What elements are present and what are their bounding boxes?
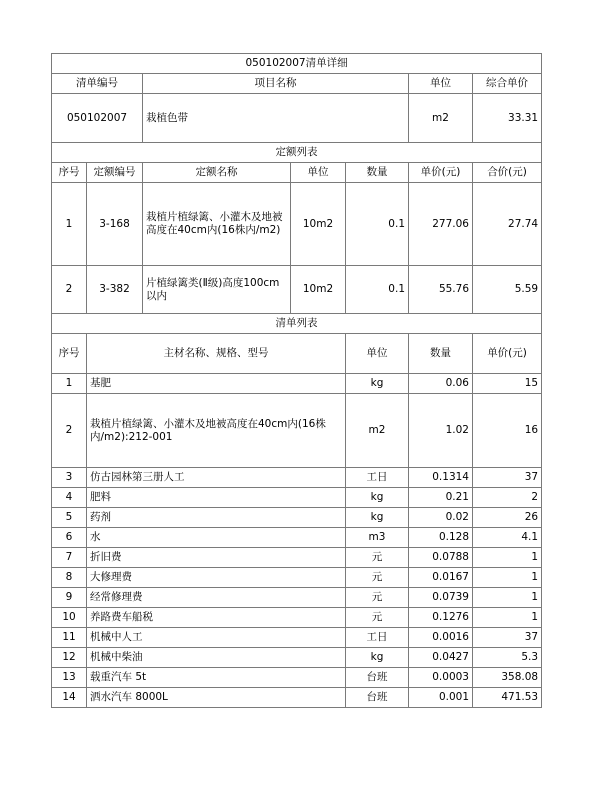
material-name: 肥料 [87, 488, 346, 508]
quota-qty: 0.1 [346, 266, 409, 314]
material-name: 洒水汽车 8000L [87, 688, 346, 708]
material-price: 471.53 [473, 688, 542, 708]
material-name: 仿古园林第三册人工 [87, 468, 346, 488]
quota-row [52, 183, 542, 266]
quota-no: 2 [52, 266, 87, 314]
material-price: 1 [473, 568, 542, 588]
material-qty: 0.06 [409, 374, 473, 394]
material-price: 1 [473, 548, 542, 568]
material-price: 15 [473, 374, 542, 394]
material-no: 11 [52, 628, 87, 648]
material-no: 2 [52, 394, 87, 468]
material-price: 1 [473, 588, 542, 608]
material-row [52, 568, 542, 588]
material-unit: 工日 [346, 628, 409, 648]
material-row [52, 548, 542, 568]
quota-section-title: 定额列表 [52, 143, 542, 163]
material-qty: 0.21 [409, 488, 473, 508]
bill-detail-table [51, 53, 542, 708]
material-price: 4.1 [473, 528, 542, 548]
quota-code: 3-382 [87, 266, 143, 314]
material-no: 10 [52, 608, 87, 628]
material-row [52, 468, 542, 488]
quota-col-unit: 单位 [291, 163, 346, 183]
quota-total: 27.74 [473, 183, 542, 266]
quota-col-name: 定额名称 [143, 163, 291, 183]
materials-col-no: 序号 [52, 334, 87, 374]
material-qty: 0.02 [409, 508, 473, 528]
quota-total: 5.59 [473, 266, 542, 314]
material-price: 5.3 [473, 648, 542, 668]
material-unit: 台班 [346, 668, 409, 688]
quota-col-total: 合价(元) [473, 163, 542, 183]
material-row [52, 688, 542, 708]
quota-col-no: 序号 [52, 163, 87, 183]
quota-price: 277.06 [409, 183, 473, 266]
quota-row [52, 266, 542, 314]
material-row [52, 628, 542, 648]
material-no: 13 [52, 668, 87, 688]
material-no: 3 [52, 468, 87, 488]
material-unit: 工日 [346, 468, 409, 488]
material-name: 养路费车船税 [87, 608, 346, 628]
material-unit: 元 [346, 568, 409, 588]
quota-col-code: 定额编号 [87, 163, 143, 183]
quota-name: 片植绿篱类(Ⅱ级)高度100cm以内 [143, 266, 291, 314]
material-no: 8 [52, 568, 87, 588]
material-row [52, 668, 542, 688]
quota-code: 3-168 [87, 183, 143, 266]
code-header: 清单编号 [52, 74, 143, 94]
material-qty: 1.02 [409, 394, 473, 468]
material-unit: 元 [346, 588, 409, 608]
item-name: 栽植色带 [143, 94, 409, 143]
material-name: 载重汽车 5t [87, 668, 346, 688]
name-header: 项目名称 [143, 74, 409, 94]
material-qty: 0.0003 [409, 668, 473, 688]
material-price: 1 [473, 608, 542, 628]
material-price: 37 [473, 628, 542, 648]
material-row [52, 374, 542, 394]
material-row [52, 528, 542, 548]
material-row [52, 488, 542, 508]
material-name: 水 [87, 528, 346, 548]
material-qty: 0.1314 [409, 468, 473, 488]
material-row [52, 588, 542, 608]
material-name: 药剂 [87, 508, 346, 528]
material-price: 358.08 [473, 668, 542, 688]
material-price: 37 [473, 468, 542, 488]
material-row [52, 394, 542, 468]
material-unit: 元 [346, 548, 409, 568]
material-unit: kg [346, 488, 409, 508]
material-unit: m3 [346, 528, 409, 548]
material-qty: 0.128 [409, 528, 473, 548]
material-unit: kg [346, 508, 409, 528]
material-no: 7 [52, 548, 87, 568]
unit-header: 单位 [409, 74, 473, 94]
materials-col-name: 主材名称、规格、型号 [87, 334, 346, 374]
material-no: 4 [52, 488, 87, 508]
material-unit: 台班 [346, 688, 409, 708]
item-code: 050102007 [52, 94, 143, 143]
material-qty: 0.1276 [409, 608, 473, 628]
material-row [52, 508, 542, 528]
material-row [52, 648, 542, 668]
material-no: 9 [52, 588, 87, 608]
material-name: 折旧费 [87, 548, 346, 568]
quota-no: 1 [52, 183, 87, 266]
material-qty: 0.0788 [409, 548, 473, 568]
material-no: 14 [52, 688, 87, 708]
materials-col-qty: 数量 [409, 334, 473, 374]
material-no: 12 [52, 648, 87, 668]
material-no: 6 [52, 528, 87, 548]
material-name: 栽植片植绿篱、小灌木及地被高度在40cm内(16株内/m2):212-001 [87, 394, 346, 468]
material-row [52, 608, 542, 628]
material-price: 26 [473, 508, 542, 528]
quota-unit: 10m2 [291, 266, 346, 314]
material-unit: kg [346, 648, 409, 668]
material-name: 大修理费 [87, 568, 346, 588]
material-name: 基肥 [87, 374, 346, 394]
quota-name: 栽植片植绿篱、小灌木及地被高度在40cm内(16株内/m2) [143, 183, 291, 266]
material-qty: 0.0427 [409, 648, 473, 668]
quota-col-price: 单价(元) [409, 163, 473, 183]
materials-col-unit: 单位 [346, 334, 409, 374]
material-qty: 0.0016 [409, 628, 473, 648]
quota-unit: 10m2 [291, 183, 346, 266]
material-qty: 0.001 [409, 688, 473, 708]
quota-col-qty: 数量 [346, 163, 409, 183]
item-unit: m2 [409, 94, 473, 143]
price-header: 综合单价 [473, 74, 542, 94]
materials-section-title: 清单列表 [52, 314, 542, 334]
material-price: 2 [473, 488, 542, 508]
item-price: 33.31 [473, 94, 542, 143]
material-unit: 元 [346, 608, 409, 628]
material-no: 1 [52, 374, 87, 394]
material-qty: 0.0167 [409, 568, 473, 588]
material-unit: m2 [346, 394, 409, 468]
material-no: 5 [52, 508, 87, 528]
material-qty: 0.0739 [409, 588, 473, 608]
material-name: 机械中柴油 [87, 648, 346, 668]
material-name: 机械中人工 [87, 628, 346, 648]
material-price: 16 [473, 394, 542, 468]
material-name: 经常修理费 [87, 588, 346, 608]
quota-price: 55.76 [409, 266, 473, 314]
material-unit: kg [346, 374, 409, 394]
materials-col-price: 单价(元) [473, 334, 542, 374]
quota-qty: 0.1 [346, 183, 409, 266]
table-title: 050102007清单详细 [52, 54, 542, 74]
